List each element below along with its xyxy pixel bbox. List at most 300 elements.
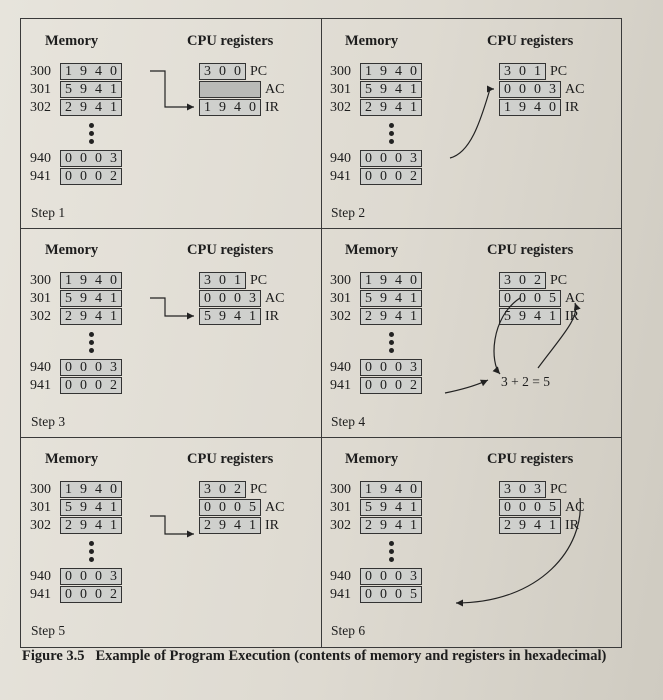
memory-address: 941: [30, 168, 51, 184]
memory-word: [60, 568, 122, 585]
memory-word: [360, 377, 422, 394]
memory-cell-300: [330, 63, 422, 80]
hex-digit: 0: [365, 569, 372, 584]
hex-digit: 0: [395, 169, 402, 184]
memory-cell-941: [30, 586, 122, 603]
register-ac: [199, 499, 284, 516]
hex-digit: 9: [380, 273, 387, 288]
hex-digit: 5: [365, 500, 372, 515]
hex-digit: 0: [65, 360, 72, 375]
register-pc: [199, 481, 267, 498]
memory-word: [60, 517, 122, 534]
memory-word: [360, 150, 422, 167]
memory-word: [360, 517, 422, 534]
memory-word: [360, 481, 422, 498]
register-ac: [499, 290, 584, 307]
hex-digit: 5: [549, 291, 556, 306]
hex-digit: 0: [410, 482, 417, 497]
step-label: Step 1: [31, 205, 66, 220]
memory-word: [60, 168, 122, 185]
memory-cell-301: [30, 290, 122, 307]
memory-address: 940: [30, 359, 51, 375]
memory-address: 302: [330, 517, 351, 533]
memory-heading: Memory: [45, 451, 99, 467]
memory-cell-300: [30, 272, 122, 289]
hex-digit: 1: [110, 82, 117, 97]
hex-digit: 4: [95, 100, 102, 115]
memory-address: 940: [330, 568, 351, 584]
memory-word: [360, 81, 422, 98]
register-ac: [199, 81, 284, 98]
cpu-registers-heading: CPU registers: [187, 33, 274, 49]
hex-digit: 9: [219, 518, 226, 533]
hex-digit: 0: [504, 82, 511, 97]
register-pc-label: PC: [250, 272, 268, 288]
hex-digit: 4: [95, 518, 102, 533]
step-label: Step 6: [331, 623, 366, 638]
hex-digit: 0: [395, 378, 402, 393]
register-ac: [499, 499, 584, 516]
register-pc: [199, 63, 267, 80]
hex-digit: 9: [380, 309, 387, 324]
hex-digit: 4: [395, 500, 402, 515]
ellipsis-dot: [89, 340, 94, 345]
hex-digit: 0: [534, 500, 541, 515]
memory-address: 301: [330, 81, 351, 97]
cpu-registers-heading: CPU registers: [487, 33, 574, 49]
memory-cell-941: [30, 168, 122, 185]
register-ir: [199, 517, 279, 534]
hex-digit: 1: [534, 64, 541, 79]
memory-word: [360, 290, 422, 307]
hex-digit: 2: [234, 482, 241, 497]
hex-digit: 2: [110, 587, 117, 602]
ellipsis-dot: [89, 541, 94, 546]
hex-digit: 0: [519, 82, 526, 97]
register-ir-value: [499, 517, 561, 534]
memory-cell-940: [330, 150, 422, 167]
hex-digit: 4: [234, 100, 241, 115]
hex-digit: 5: [65, 291, 72, 306]
step-label: Step 2: [331, 205, 366, 220]
hex-digit: 2: [110, 169, 117, 184]
step-label: Step 5: [31, 623, 66, 638]
hex-digit: 0: [395, 151, 402, 166]
hex-digit: 0: [110, 273, 117, 288]
memory-address: 940: [30, 568, 51, 584]
memory-address: 301: [30, 499, 51, 515]
hex-digit: 4: [95, 64, 102, 79]
memory-word: [60, 481, 122, 498]
hex-digit: 5: [65, 500, 72, 515]
ellipsis-dot: [89, 131, 94, 136]
memory-cell-302: [30, 308, 122, 325]
memory-address: 301: [30, 81, 51, 97]
cpu-registers-heading: CPU registers: [187, 242, 274, 258]
register-ac-value: [199, 81, 261, 98]
ellipsis-dot: [389, 131, 394, 136]
memory-word: [360, 272, 422, 289]
memory-word: [60, 99, 122, 116]
hex-digit: 0: [65, 587, 72, 602]
register-ac: [199, 290, 284, 307]
cpu-registers-heading: CPU registers: [487, 451, 574, 467]
hex-digit: 2: [534, 273, 541, 288]
hex-digit: 1: [365, 64, 372, 79]
hex-digit: 0: [380, 169, 387, 184]
memory-cell-301: [30, 81, 122, 98]
hex-digit: 0: [534, 82, 541, 97]
hex-digit: 1: [65, 482, 72, 497]
hex-digit: 1: [65, 273, 72, 288]
hex-digit: 2: [204, 518, 211, 533]
memory-heading: Memory: [345, 451, 399, 467]
step-panel-5: [21, 437, 321, 646]
hex-digit: 2: [65, 100, 72, 115]
hex-digit: 2: [410, 169, 417, 184]
hex-digit: 0: [80, 360, 87, 375]
hex-digit: 1: [249, 309, 256, 324]
hex-digit: 0: [365, 151, 372, 166]
hex-digit: 3: [504, 273, 511, 288]
hex-digit: 1: [110, 518, 117, 533]
hex-digit: 2: [65, 518, 72, 533]
hex-digit: 3: [204, 273, 211, 288]
hex-digit: 2: [110, 378, 117, 393]
hex-digit: 0: [380, 360, 387, 375]
memory-word: [360, 99, 422, 116]
hex-digit: 0: [365, 360, 372, 375]
memory-address: 941: [30, 586, 51, 602]
hex-digit: 4: [395, 82, 402, 97]
hex-digit: 5: [365, 82, 372, 97]
hex-digit: 0: [234, 291, 241, 306]
register-pc: [499, 481, 567, 498]
register-ir-value: [199, 308, 261, 325]
register-ir-value: [199, 99, 261, 116]
memory-address: 300: [30, 63, 51, 79]
memory-cell-940: [30, 150, 122, 167]
memory-word: [360, 168, 422, 185]
hex-digit: 1: [410, 100, 417, 115]
hex-digit: 0: [380, 569, 387, 584]
register-ac-label: AC: [265, 290, 285, 306]
memory-address: 301: [330, 290, 351, 306]
hex-digit: 4: [395, 100, 402, 115]
addition-note: 3 + 2 = 5: [501, 374, 550, 389]
memory-cell-941: [30, 377, 122, 394]
memory-cell-940: [330, 359, 422, 376]
register-ac-value: [499, 499, 561, 516]
register-ac-label: AC: [565, 499, 585, 515]
memory-cell-302: [330, 308, 422, 325]
step-panel-4: [321, 228, 621, 437]
hex-digit: 0: [249, 100, 256, 115]
memory-cell-302: [330, 517, 422, 534]
register-ir: [499, 99, 579, 116]
ellipsis-dot: [89, 549, 94, 554]
hex-digit: 0: [380, 378, 387, 393]
hex-digit: 4: [395, 518, 402, 533]
memory-word: [360, 586, 422, 603]
hex-digit: 5: [204, 309, 211, 324]
hex-digit: 4: [234, 309, 241, 324]
memory-address: 300: [330, 272, 351, 288]
hex-digit: 9: [80, 309, 87, 324]
hex-digit: 4: [534, 100, 541, 115]
hex-digit: 1: [504, 100, 511, 115]
hex-digit: 0: [380, 151, 387, 166]
ellipsis-dot: [389, 541, 394, 546]
hex-digit: 9: [80, 482, 87, 497]
memory-address: 941: [330, 168, 351, 184]
register-ir: [499, 517, 579, 534]
figure-caption-text: Example of Program Execution (contents of memory and registers in hexadecimal): [95, 648, 607, 664]
memory-cell-301: [330, 81, 422, 98]
hex-digit: 1: [365, 482, 372, 497]
memory-cell-940: [30, 359, 122, 376]
memory-word: [60, 150, 122, 167]
register-pc-label: PC: [550, 63, 568, 79]
hex-digit: 1: [410, 309, 417, 324]
hex-digit: 3: [110, 360, 117, 375]
hex-digit: 1: [110, 500, 117, 515]
hex-digit: 0: [80, 378, 87, 393]
memory-word: [60, 63, 122, 80]
hex-digit: 0: [95, 378, 102, 393]
register-ir-label: IR: [565, 308, 579, 324]
register-ac-value: [199, 290, 261, 307]
hex-digit: 1: [365, 273, 372, 288]
hex-digit: 0: [365, 587, 372, 602]
memory-word: [360, 499, 422, 516]
hex-digit: 3: [410, 360, 417, 375]
step-panel-2: [321, 19, 621, 228]
ellipsis-dot: [389, 332, 394, 337]
memory-address: 941: [330, 586, 351, 602]
hex-digit: 4: [95, 291, 102, 306]
memory-heading: Memory: [345, 33, 399, 49]
hex-digit: 0: [234, 64, 241, 79]
hex-digit: 9: [519, 100, 526, 115]
hex-digit: 0: [110, 64, 117, 79]
memory-word: [60, 308, 122, 325]
figure-number: Figure 3.5: [22, 648, 85, 664]
hex-digit: 3: [549, 82, 556, 97]
hex-digit: 0: [219, 273, 226, 288]
memory-address: 300: [330, 63, 351, 79]
hex-digit: 1: [410, 82, 417, 97]
memory-cell-301: [30, 499, 122, 516]
hex-digit: 0: [234, 500, 241, 515]
hex-digit: 9: [380, 82, 387, 97]
register-pc: [499, 272, 567, 289]
memory-cell-301: [330, 290, 422, 307]
hex-digit: 0: [204, 291, 211, 306]
memory-address: 300: [30, 481, 51, 497]
memory-address: 941: [330, 377, 351, 393]
memory-word: [360, 568, 422, 585]
hex-digit: 3: [204, 64, 211, 79]
hex-digit: 4: [95, 273, 102, 288]
hex-digit: 0: [65, 169, 72, 184]
hex-digit: 9: [80, 291, 87, 306]
memory-address: 302: [330, 99, 351, 115]
hex-digit: 2: [410, 378, 417, 393]
hex-digit: 1: [110, 309, 117, 324]
hex-digit: 0: [365, 169, 372, 184]
register-pc: [199, 272, 267, 289]
hex-digit: 0: [95, 569, 102, 584]
hex-digit: 3: [504, 482, 511, 497]
memory-address: 300: [30, 272, 51, 288]
register-ir: [499, 308, 579, 325]
register-ir-label: IR: [265, 99, 279, 115]
memory-address: 940: [330, 150, 351, 166]
hex-digit: 0: [95, 587, 102, 602]
register-pc-label: PC: [550, 481, 568, 497]
ellipsis-dot: [389, 348, 394, 353]
memory-cell-940: [330, 568, 422, 585]
hex-digit: 0: [519, 500, 526, 515]
memory-heading: Memory: [45, 242, 99, 258]
hex-digit: 0: [219, 291, 226, 306]
memory-cell-300: [330, 481, 422, 498]
hex-digit: 4: [395, 273, 402, 288]
memory-address: 300: [330, 481, 351, 497]
memory-cell-302: [30, 517, 122, 534]
memory-word: [360, 63, 422, 80]
hex-digit: 1: [549, 309, 556, 324]
register-ac-label: AC: [265, 499, 285, 515]
hex-digit: 0: [519, 273, 526, 288]
register-ac-label: AC: [265, 81, 285, 97]
memory-word: [60, 272, 122, 289]
hex-digit: 1: [110, 100, 117, 115]
hex-digit: 3: [504, 64, 511, 79]
memory-cell-300: [30, 63, 122, 80]
hex-digit: 5: [410, 587, 417, 602]
register-pc-value: [199, 481, 246, 498]
hex-digit: 5: [249, 500, 256, 515]
register-ac-value: [499, 290, 561, 307]
hex-digit: 0: [80, 569, 87, 584]
memory-address: 301: [30, 290, 51, 306]
step-label: Step 3: [31, 414, 66, 429]
figure-caption: [22, 648, 606, 664]
hex-digit: 0: [534, 291, 541, 306]
hex-digit: 3: [534, 482, 541, 497]
hex-digit: 1: [110, 291, 117, 306]
hex-digit: 0: [80, 151, 87, 166]
hex-digit: 4: [95, 82, 102, 97]
hex-digit: 4: [234, 518, 241, 533]
hex-digit: 0: [219, 482, 226, 497]
memory-heading: Memory: [45, 33, 99, 49]
memory-word: [60, 290, 122, 307]
hex-digit: 0: [395, 569, 402, 584]
memory-heading: Memory: [345, 242, 399, 258]
register-ac-label: AC: [565, 290, 585, 306]
hex-digit: 0: [519, 64, 526, 79]
hex-digit: 0: [65, 378, 72, 393]
hex-digit: 3: [110, 151, 117, 166]
register-ac-value: [499, 81, 561, 98]
memory-cell-941: [330, 586, 422, 603]
hex-digit: 0: [95, 360, 102, 375]
ellipsis-dot: [389, 340, 394, 345]
register-pc-value: [499, 63, 546, 80]
hex-digit: 3: [110, 569, 117, 584]
memory-cell-941: [330, 377, 422, 394]
hex-digit: 0: [519, 482, 526, 497]
register-pc-label: PC: [250, 63, 268, 79]
hex-digit: 5: [549, 500, 556, 515]
hex-digit: 4: [395, 64, 402, 79]
step-label: Step 4: [331, 414, 366, 429]
hex-digit: 1: [234, 273, 241, 288]
memory-address: 302: [330, 308, 351, 324]
register-pc-value: [199, 272, 246, 289]
ellipsis-dot: [89, 139, 94, 144]
step-panel-1: [21, 19, 321, 228]
hex-digit: 5: [504, 309, 511, 324]
hex-digit: 1: [410, 291, 417, 306]
register-ir: [199, 99, 279, 116]
hex-digit: 0: [380, 587, 387, 602]
register-ir: [199, 308, 279, 325]
hex-digit: 9: [219, 100, 226, 115]
memory-word: [60, 586, 122, 603]
register-pc-value: [499, 272, 546, 289]
memory-address: 301: [330, 499, 351, 515]
step-panel-3: [21, 228, 321, 437]
hex-digit: 9: [80, 100, 87, 115]
hex-digit: 0: [219, 64, 226, 79]
register-ir-label: IR: [265, 308, 279, 324]
register-pc: [499, 63, 567, 80]
hex-digit: 0: [219, 500, 226, 515]
hex-digit: 0: [410, 273, 417, 288]
memory-address: 302: [30, 517, 51, 533]
hex-digit: 9: [80, 518, 87, 533]
cpu-registers-heading: CPU registers: [487, 242, 574, 258]
hex-digit: 3: [410, 151, 417, 166]
hex-digit: 4: [95, 500, 102, 515]
hex-digit: 2: [65, 309, 72, 324]
hex-digit: 0: [65, 569, 72, 584]
memory-word: [360, 308, 422, 325]
hex-digit: 0: [395, 360, 402, 375]
hex-digit: 1: [549, 518, 556, 533]
hex-digit: 4: [95, 482, 102, 497]
register-ac: [499, 81, 584, 98]
memory-cell-302: [330, 99, 422, 116]
hex-digit: 0: [519, 291, 526, 306]
hex-digit: 9: [380, 64, 387, 79]
hex-digit: 2: [365, 518, 372, 533]
hex-digit: 9: [380, 482, 387, 497]
hex-digit: 4: [534, 518, 541, 533]
memory-word: [60, 377, 122, 394]
register-ir-value: [499, 308, 561, 325]
hex-digit: 3: [204, 482, 211, 497]
ellipsis-dot: [89, 557, 94, 562]
register-ir-value: [199, 517, 261, 534]
memory-address: 302: [30, 99, 51, 115]
hex-digit: 4: [395, 309, 402, 324]
hex-digit: 1: [249, 518, 256, 533]
